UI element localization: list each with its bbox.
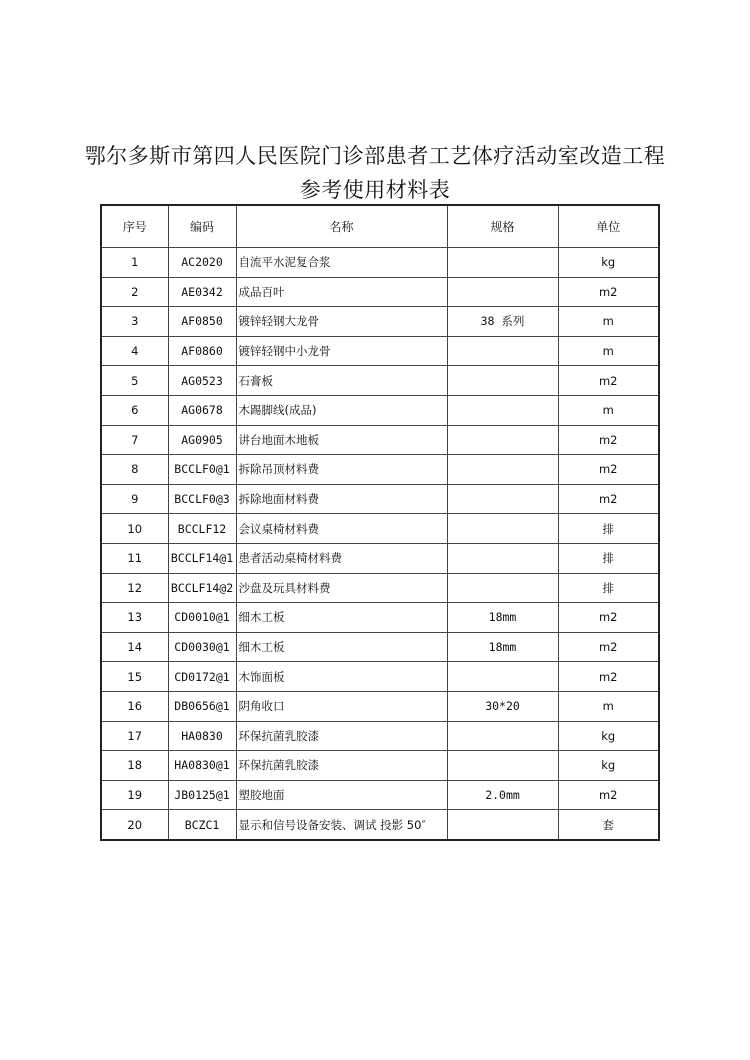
row-unit-cell: m <box>558 691 659 721</box>
row-spec-cell <box>447 662 558 692</box>
row-unit-cell: m2 <box>558 662 659 692</box>
row-name-cell: 塑胶地面 <box>236 780 447 810</box>
row-spec-cell <box>447 810 558 840</box>
row-code-cell: BCCLF0@3 <box>168 484 236 514</box>
table-header-row <box>101 205 659 248</box>
row-name-cell: 患者活动桌椅材料费 <box>236 543 447 573</box>
row-unit-cell: m2 <box>558 484 659 514</box>
row-code-cell: BCCLF14@1 <box>168 543 236 573</box>
row-code-cell: BCCLF12 <box>168 514 236 544</box>
row-spec-cell <box>447 277 558 307</box>
row-spec-cell <box>447 425 558 455</box>
table-row <box>101 691 659 721</box>
table-row <box>101 336 659 366</box>
row-unit-cell: 排 <box>558 543 659 573</box>
row-index-cell: 2 <box>101 277 168 307</box>
row-spec-cell <box>447 721 558 751</box>
row-index-cell: 14 <box>101 632 168 662</box>
row-code-cell: AG0523 <box>168 366 236 396</box>
row-code-cell: JB0125@1 <box>168 780 236 810</box>
row-index-cell: 10 <box>101 514 168 544</box>
row-spec-cell <box>447 573 558 603</box>
row-index-cell: 5 <box>101 366 168 396</box>
row-index-cell: 4 <box>101 336 168 366</box>
table-row <box>101 721 659 751</box>
row-unit-cell: m2 <box>558 277 659 307</box>
table-row <box>101 662 659 692</box>
table-row <box>101 425 659 455</box>
row-unit-cell: 套 <box>558 810 659 840</box>
row-code-cell: BCCLF0@1 <box>168 455 236 485</box>
row-name-cell: 拆除地面材料费 <box>236 484 447 514</box>
row-unit-cell: m <box>558 336 659 366</box>
row-spec-cell: 18mm <box>447 632 558 662</box>
row-code-cell: CD0172@1 <box>168 662 236 692</box>
row-code-cell: CD0030@1 <box>168 632 236 662</box>
row-index-cell: 12 <box>101 573 168 603</box>
row-name-cell: 阴角收口 <box>236 691 447 721</box>
row-spec-cell: 18mm <box>447 603 558 633</box>
row-spec-cell <box>447 395 558 425</box>
table-row <box>101 307 659 337</box>
row-spec-cell <box>447 455 558 485</box>
header-code: 编码 <box>168 205 236 248</box>
row-spec-cell: 2.0mm <box>447 780 558 810</box>
row-index-cell: 11 <box>101 543 168 573</box>
row-name-cell: 镀锌轻钢大龙骨 <box>236 307 447 337</box>
row-index-cell: 6 <box>101 395 168 425</box>
table-row <box>101 632 659 662</box>
table-row <box>101 603 659 633</box>
row-spec-cell <box>447 514 558 544</box>
row-code-cell: BCCLF14@2 <box>168 573 236 603</box>
table-row <box>101 455 659 485</box>
table-row <box>101 514 659 544</box>
row-name-cell: 会议桌椅材料费 <box>236 514 447 544</box>
header-index: 序号 <box>101 205 168 248</box>
row-unit-cell: m2 <box>558 780 659 810</box>
row-code-cell: AC2020 <box>168 248 236 278</box>
row-name-cell: 木饰面板 <box>236 662 447 692</box>
document-title: 鄂尔多斯市第四人民医院门诊部患者工艺体疗活动室改造工程 <box>84 144 666 168</box>
row-name-cell: 自流平水泥复合浆 <box>236 248 447 278</box>
table-row <box>101 810 659 840</box>
row-index-cell: 8 <box>101 455 168 485</box>
row-spec-cell <box>447 543 558 573</box>
row-unit-cell: m2 <box>558 366 659 396</box>
row-name-cell: 石膏板 <box>236 366 447 396</box>
row-index-cell: 18 <box>101 751 168 781</box>
row-index-cell: 1 <box>101 248 168 278</box>
row-index-cell: 19 <box>101 780 168 810</box>
row-code-cell: CD0010@1 <box>168 603 236 633</box>
table-row <box>101 277 659 307</box>
document-subtitle: 参考使用材料表 <box>299 178 451 202</box>
row-code-cell: AG0905 <box>168 425 236 455</box>
row-name-cell: 细木工板 <box>236 603 447 633</box>
row-code-cell: HA0830 <box>168 721 236 751</box>
row-unit-cell: 排 <box>558 573 659 603</box>
row-index-cell: 13 <box>101 603 168 633</box>
row-code-cell: AF0850 <box>168 307 236 337</box>
row-name-cell: 显示和信号设备安装、调试 投影 50″ <box>236 810 447 840</box>
row-spec-cell <box>447 751 558 781</box>
row-name-cell: 木踢脚线(成品) <box>236 395 447 425</box>
row-code-cell: AF0860 <box>168 336 236 366</box>
header-spec: 规格 <box>447 205 558 248</box>
row-code-cell: DB0656@1 <box>168 691 236 721</box>
row-spec-cell: 38 系列 <box>447 307 558 337</box>
row-name-cell: 环保抗菌乳胶漆 <box>236 751 447 781</box>
row-spec-cell <box>447 336 558 366</box>
table-row <box>101 543 659 573</box>
table-body <box>101 248 659 840</box>
row-code-cell: AE0342 <box>168 277 236 307</box>
row-spec-cell: 30*20 <box>447 691 558 721</box>
row-index-cell: 16 <box>101 691 168 721</box>
row-spec-cell <box>447 248 558 278</box>
row-spec-cell <box>447 484 558 514</box>
row-unit-cell: m2 <box>558 425 659 455</box>
table-row <box>101 751 659 781</box>
row-unit-cell: m2 <box>558 632 659 662</box>
row-spec-cell <box>447 366 558 396</box>
row-name-cell: 镀锌轻钢中小龙骨 <box>236 336 447 366</box>
row-name-cell: 细木工板 <box>236 632 447 662</box>
row-name-cell: 环保抗菌乳胶漆 <box>236 721 447 751</box>
table-row <box>101 484 659 514</box>
table-row <box>101 395 659 425</box>
row-unit-cell: m2 <box>558 603 659 633</box>
row-name-cell: 沙盘及玩具材料费 <box>236 573 447 603</box>
row-unit-cell: 排 <box>558 514 659 544</box>
row-index-cell: 3 <box>101 307 168 337</box>
table-row <box>101 248 659 278</box>
row-name-cell: 讲台地面木地板 <box>236 425 447 455</box>
row-index-cell: 15 <box>101 662 168 692</box>
row-unit-cell: kg <box>558 248 659 278</box>
row-name-cell: 拆除吊顶材料费 <box>236 455 447 485</box>
row-code-cell: AG0678 <box>168 395 236 425</box>
row-index-cell: 17 <box>101 721 168 751</box>
header-name: 名称 <box>236 205 447 248</box>
row-index-cell: 7 <box>101 425 168 455</box>
row-index-cell: 20 <box>101 810 168 840</box>
row-unit-cell: kg <box>558 751 659 781</box>
header-unit: 单位 <box>558 205 659 248</box>
row-code-cell: HA0830@1 <box>168 751 236 781</box>
row-unit-cell: m <box>558 395 659 425</box>
table-row <box>101 366 659 396</box>
row-unit-cell: m <box>558 307 659 337</box>
row-code-cell: BCZC1 <box>168 810 236 840</box>
row-unit-cell: m2 <box>558 455 659 485</box>
row-name-cell: 成品百叶 <box>236 277 447 307</box>
row-unit-cell: kg <box>558 721 659 751</box>
table-row <box>101 573 659 603</box>
materials-table <box>100 204 660 841</box>
table-row <box>101 780 659 810</box>
row-index-cell: 9 <box>101 484 168 514</box>
